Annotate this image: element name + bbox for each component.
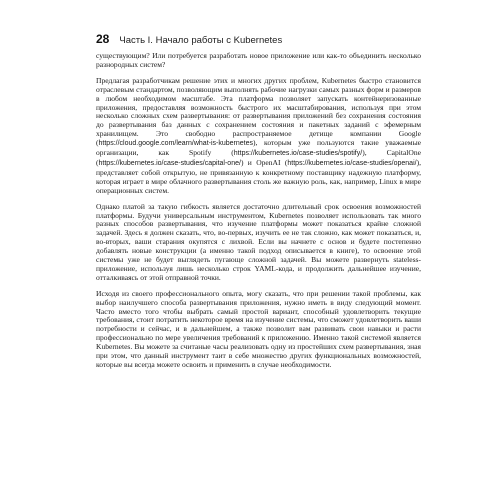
paragraph-3: Однако платой за такую гибкость является достаточно длительный срок освоения возможностей платформы. Будучи универсальным инструментом, Kubernetes позволяет использовать так много разных способов развертывания, что изучение платформы может показаться крайне сложной задачей. Здесь я должен сказать, что, во-первых, изучить ее не так сложно, как может показаться, и, во-вторых, ваши старания окупятся с лихвой. Если вы начнете с основ и будете постепенно добавлять новые конструкции (а именно такой подход описывается в книге), то освоение этой системы уже не будет выглядеть пугающе сложной задачей. Вы можете развернуть stateless-приложение, используя лишь несколько строк YAML-кода, и продолжить дальнейшее изучение, отталкиваясь от этой отправной точки. xyxy=(96,201,421,282)
link-capitalone-case-study[interactable]: https://kubernetes.io/case-studies/capital-one/ xyxy=(98,159,241,167)
paragraph-2-text-1: Предлагая разработчикам решение этих и многих других проблем, Kubernetes быстро становится отраслевым стандартом, позволяющим выполнять рабочие нагрузки самых разных форм и размеров в любом необходимом масштабе. Эта платформа позволяет запускать контейнеризованные приложения, предоставляя возможность быстрого их масштабирования, используя при этом несколько сложных схем развертывания: от развертывания приложений без сохранения состояния до развертывания баз данных с сохранением состояния и пакетных заданий с эфемерным хранилищем. Это свободно распространяемое детище компании Google ( xyxy=(96,75,421,148)
page-header xyxy=(96,32,426,46)
paragraph-1: существующим? Или потребуется разработать новое приложение или как-то объединить несколько разнородных систем? xyxy=(96,51,421,69)
paragraph-2-text-4: ) и OpenAI ( xyxy=(240,157,288,167)
paragraph-2-text-2: ), которым уже пользуются такие уважаемые организации, как Spotify ( xyxy=(96,138,421,158)
link-spotify-case-study[interactable]: https://kubernetes.io/case-studies/spotify/ xyxy=(233,150,363,158)
body-text xyxy=(96,52,421,377)
paragraph-4: Исходя из своего профессионального опыта, могу сказать, что при решении такой проблемы, как выбор наилучшего способа развертывания приложения, нужно иметь в виду следующий момент. Часто вместо того чтобы выбрать самый простой вариант, способный удовлетворить текущие требования, стоит потратить некоторое время на изучение системы, что сможет удовлетворить ваши потребности и сейчас, и в дальнейшем, а также позволит вам развивать свои навыки и расти профессионально по мере увеличения требований к приложению. Именно такой системой является Kubernetes. Вы можете за считаные часы реализовать одну из простейших схем развертывания, зная при этом, что данный инструмент таит в себе множество других функциональных возможностей, которые вы всегда можете освоить и применить в случае необходимости. xyxy=(96,288,421,369)
link-google-kubernetes[interactable]: https://cloud.google.com/learn/what-is-kubernetes xyxy=(98,140,253,148)
paragraph-2 xyxy=(96,77,421,196)
link-openai-case-study[interactable]: https://kubernetes.io/case-studies/openai/ xyxy=(287,159,417,167)
paragraph-2-text-3: ), CapitalOne ( xyxy=(96,148,421,167)
running-title: Часть I. Начало работы с Kubernetes xyxy=(119,35,283,46)
page-number: 28 xyxy=(96,32,110,46)
paragraph-2-text-5: ), представляет собой открытую, не привязанную к конкретному поставщику надежную платформу, которая играет в мире облачного развертывания столь же важную роль, как, например, Linux в мире операционных систем. xyxy=(96,157,421,195)
